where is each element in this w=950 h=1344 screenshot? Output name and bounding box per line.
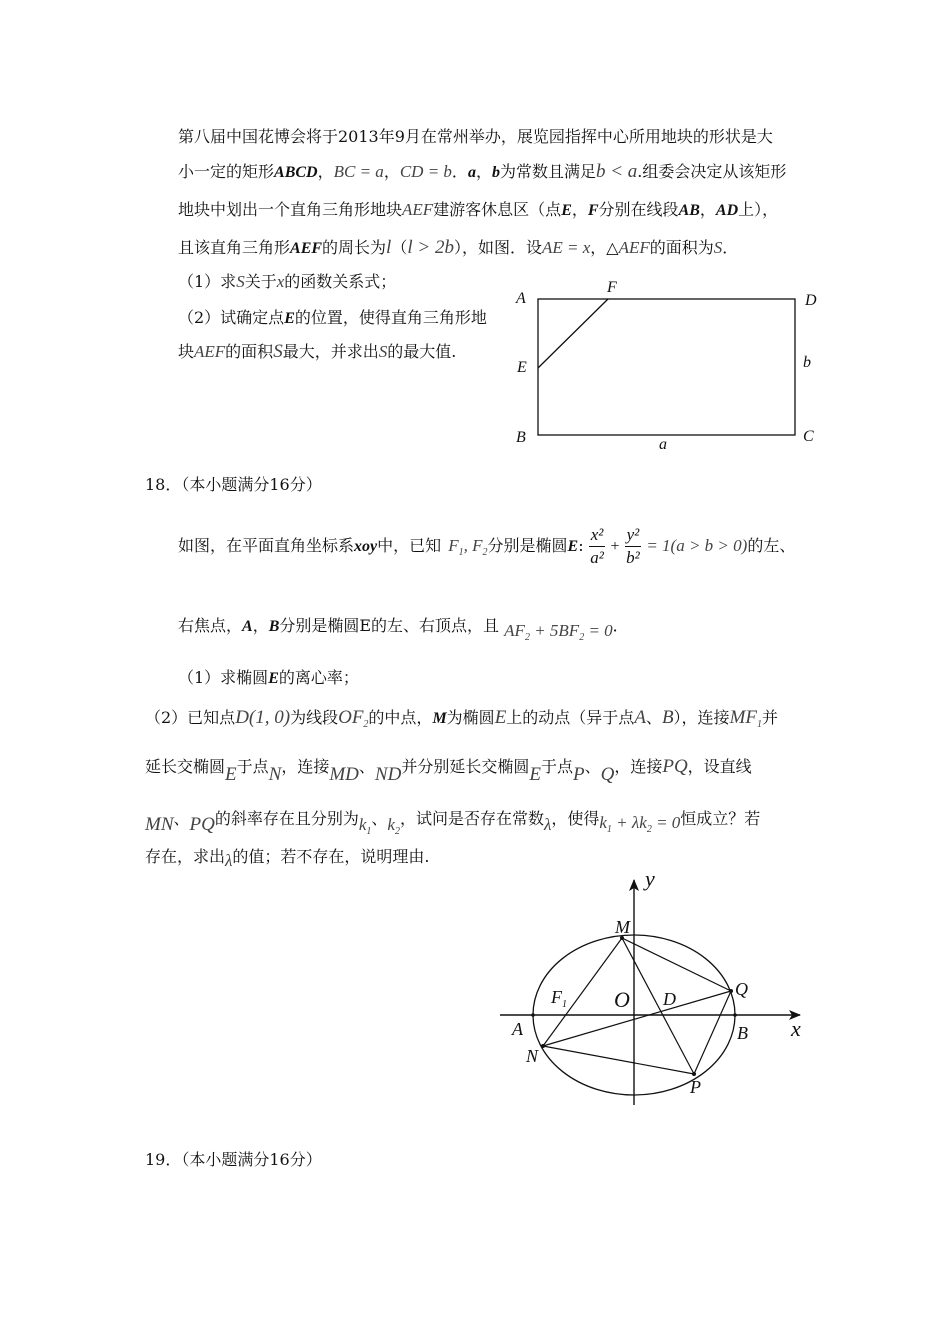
p17-q2-line-2 — [178, 341, 456, 363]
label-y-axis: y — [645, 866, 655, 891]
point-q — [729, 989, 733, 993]
p18-math: MN — [145, 814, 174, 835]
label-a-side: a — [659, 436, 667, 453]
p17-line-1 — [178, 126, 773, 148]
label-a-vertex: A — [516, 290, 526, 307]
p17-text: 最大，并求出 — [282, 342, 379, 361]
p18-text: 于点 — [540, 757, 573, 776]
p17-math: b < a — [595, 161, 638, 182]
p18-text: 的离心率； — [278, 668, 359, 687]
p17-text: 且该直角三角形 — [178, 238, 291, 257]
p17-line-2 — [178, 161, 786, 184]
p18-math: PQ — [662, 756, 688, 777]
fraction-y2-b2: $\frac{\text{y²}}{\text{b²}}$ — [626, 525, 640, 567]
p18-text: ），连接 — [673, 708, 730, 727]
p17-math: ABCD — [274, 164, 318, 181]
point-p — [692, 1072, 696, 1076]
p18-math: A — [242, 618, 253, 635]
segment-mp — [622, 938, 694, 1074]
p18-text: ． — [612, 616, 629, 635]
label-o-origin: O — [614, 987, 630, 1012]
p17-math: AEF — [618, 238, 650, 257]
p17-text: .组委会决定从该矩形 — [637, 162, 787, 181]
p18-text: 、 — [584, 757, 601, 776]
p17-text: ， — [699, 200, 716, 219]
p18-text: 的中点， — [368, 708, 433, 727]
segment-np — [543, 1046, 694, 1074]
label-b-vertex: B — [516, 429, 526, 446]
p17-text: ， — [317, 162, 334, 181]
p18-text: 为线段 — [290, 708, 339, 727]
label-f-point: F — [607, 279, 617, 296]
p17-text: ， — [383, 162, 400, 181]
p17-text: 小一定的矩形 — [178, 162, 275, 181]
point-b — [733, 1013, 737, 1017]
p17-text: ． — [722, 238, 739, 257]
label-p-point: P — [690, 1077, 701, 1097]
p18-text: 、 — [645, 708, 662, 727]
p18-math: $k_1$ — [358, 815, 372, 837]
p17-q2-line-1 — [178, 307, 487, 330]
p18-math: B — [661, 707, 674, 728]
p18-text: 的斜率存在且分别为 — [214, 809, 359, 828]
segment-ef — [538, 299, 608, 368]
label-f1-point: $F_1$ — [551, 987, 567, 1010]
p17-math: AE = x — [541, 238, 591, 257]
p17-math: E — [284, 310, 295, 327]
p18-text: 存在，求出 — [145, 847, 226, 866]
point-n — [541, 1044, 545, 1048]
p18-text: ，连接 — [281, 757, 330, 776]
label-n-point: N — [526, 1046, 539, 1066]
label-e-point: E — [517, 359, 527, 376]
label-m-point: M — [615, 917, 630, 937]
p17-text: 的最大值. — [387, 342, 457, 361]
p18-math: + — [610, 538, 620, 555]
f1-f2-math: $F_1$, $F_2$ — [448, 536, 488, 558]
p18-math: λ — [225, 851, 233, 870]
p17-text: 上）， — [738, 200, 779, 219]
p18-math: E — [494, 707, 507, 728]
p18-math: M — [432, 710, 447, 727]
label-b-side: b — [803, 354, 811, 371]
p18-line-2 — [178, 615, 629, 644]
p18-text: 中，已知 — [377, 536, 442, 555]
p18-text: 为椭圆 — [446, 708, 495, 727]
p18-q2-line-3 — [145, 808, 760, 837]
p17-math: AEF — [194, 342, 226, 361]
p17-text: （ — [391, 238, 408, 257]
p17-text: 建游客休息区（点 — [433, 200, 562, 219]
p17-math: S — [236, 272, 245, 291]
p17-text: 关于 — [244, 272, 277, 291]
rectangle-figure — [500, 280, 830, 455]
p17-text: （1）求 — [178, 272, 237, 291]
p17-text: ），如图．设 — [453, 238, 542, 257]
p17-line-3 — [178, 199, 778, 222]
p18-math: xoy — [354, 538, 378, 555]
p18-math: = 1(a > b > 0) — [646, 536, 748, 555]
p18-math: E — [225, 764, 237, 785]
p18-math: $k_1 + \lambda k_2 = 0$ — [599, 813, 681, 835]
p17-math: S — [378, 342, 388, 361]
p19-header — [145, 1149, 322, 1171]
p18-math: Q — [600, 764, 615, 785]
p17-math: AEF — [402, 200, 434, 219]
p18-line-1 — [178, 521, 795, 571]
p17-math: x — [276, 272, 285, 291]
p18-math: A — [634, 707, 646, 728]
p18-math: λ — [543, 815, 552, 834]
label-d-vertex: D — [805, 292, 817, 309]
p18-q2-line-4 — [145, 846, 429, 868]
p18-math: D(1, 0) — [235, 707, 291, 728]
p17-text: 的面积为 — [649, 238, 714, 257]
p19-header-text: 19．（本小题满分16分） — [145, 1150, 322, 1169]
label-q-point: Q — [735, 979, 748, 999]
p17-math: AEF — [290, 240, 323, 257]
p18-math: N — [268, 764, 282, 785]
label-b-point: B — [737, 1023, 748, 1043]
p18-math: $OF_2$ — [338, 707, 369, 730]
p18-text: : — [578, 536, 584, 555]
p17-math: F — [587, 202, 599, 219]
p17-text: 块 — [178, 342, 195, 361]
p17-text: 为常数且满足 — [499, 162, 596, 181]
p18-text: ，连接 — [614, 757, 663, 776]
p18-text: 恒成立？若 — [680, 809, 761, 828]
p17-math: S — [273, 341, 283, 362]
p17-math: AB — [678, 202, 700, 219]
p17-text: ， — [571, 200, 588, 219]
p18-math: $MF_1$ — [729, 707, 762, 730]
p18-text: 分别是椭圆E的左、右顶点，且 — [279, 616, 500, 635]
p17-math: S — [713, 238, 723, 257]
p18-text: 并 — [762, 708, 779, 727]
p17-q1 — [178, 271, 396, 293]
p17-math: l — [386, 237, 392, 258]
p18-text: ， — [252, 616, 269, 635]
p17-math: BC = a — [333, 162, 384, 181]
p18-math: PQ — [189, 814, 215, 835]
p18-header — [145, 474, 322, 496]
p17-text: 地块中划出一个直角三角形地块 — [178, 200, 403, 219]
fraction-x2-a2: $\frac{\text{x²}}{\text{a²}}$ — [590, 525, 604, 567]
p17-text: 的位置，使得直角三角形地 — [294, 308, 487, 327]
p18-text: 右焦点， — [178, 616, 243, 635]
p17-text: ． — [451, 162, 468, 181]
p18-text: （1）求椭圆 — [178, 668, 269, 687]
p18-text: ，使得 — [551, 809, 600, 828]
p18-text: 的左、 — [747, 536, 796, 555]
p18-text: 并分别延长交椭圆 — [401, 757, 530, 776]
p17-text: ， — [475, 162, 492, 181]
p17-math: a — [467, 164, 476, 181]
label-c-vertex: C — [803, 428, 814, 445]
p17-text: ，△ — [590, 238, 619, 257]
vector-equation: $AF_2 + 5BF_2 = 0$ — [504, 621, 613, 643]
p18-text: 上的动点（异于点 — [506, 708, 635, 727]
p18-math: E — [529, 764, 541, 785]
p18-text: 、 — [358, 757, 375, 776]
p18-math: P — [572, 764, 585, 785]
p18-text: 、 — [173, 809, 190, 828]
p17-math: CD = b — [399, 162, 452, 181]
p17-line-4 — [178, 237, 738, 260]
p18-q2-line-1 — [145, 707, 778, 736]
p18-q2-line-2 — [145, 756, 752, 785]
p17-text: 第八届中国花博会将于2013年9月在常州举办，展览园指挥中心所用地块的形状是大 — [178, 127, 773, 146]
p18-math: B — [268, 618, 280, 635]
p18-math: E — [567, 538, 579, 555]
p17-text: 分别在线段 — [598, 200, 679, 219]
p17-math: l > 2b — [407, 237, 454, 258]
p18-text: 延长交椭圆 — [145, 757, 226, 776]
ellipse-figure — [495, 870, 825, 1110]
p18-text: ，设直线 — [687, 757, 752, 776]
label-x-axis: x — [791, 1016, 801, 1041]
segment-pq — [694, 991, 731, 1074]
segment-mq — [622, 938, 731, 991]
p17-text: 的周长为 — [322, 238, 387, 257]
p18-header-text: 18．（本小题满分16分） — [145, 475, 322, 494]
rectangle-abcd — [538, 299, 795, 435]
p18-q1 — [178, 667, 359, 690]
p17-math: b — [491, 164, 500, 181]
p17-text: （2）试确定点 — [178, 308, 285, 327]
p18-text: 于点 — [236, 757, 269, 776]
p18-text: ，试问是否存在常数 — [399, 809, 544, 828]
label-d-point: D — [663, 989, 676, 1009]
p17-text: 的面积 — [225, 342, 274, 361]
p18-text: 的值；若不存在，说明理由. — [232, 847, 430, 866]
label-a-point: A — [512, 1019, 523, 1039]
point-a — [531, 1013, 535, 1017]
p18-math: ND — [374, 764, 402, 785]
p17-math: E — [561, 202, 572, 219]
p17-text: 的函数关系式； — [284, 272, 397, 291]
p18-text: 分别是椭圆 — [487, 536, 568, 555]
p18-math: $k_2$ — [387, 815, 400, 837]
p18-math: MD — [329, 764, 359, 785]
p17-math: AD — [715, 202, 739, 219]
segment-nq — [543, 991, 731, 1046]
p18-text: （2）已知点 — [145, 708, 236, 727]
p18-text: 、 — [371, 809, 388, 828]
p18-math: E — [268, 670, 279, 687]
p18-text: 如图，在平面直角坐标系 — [178, 536, 355, 555]
